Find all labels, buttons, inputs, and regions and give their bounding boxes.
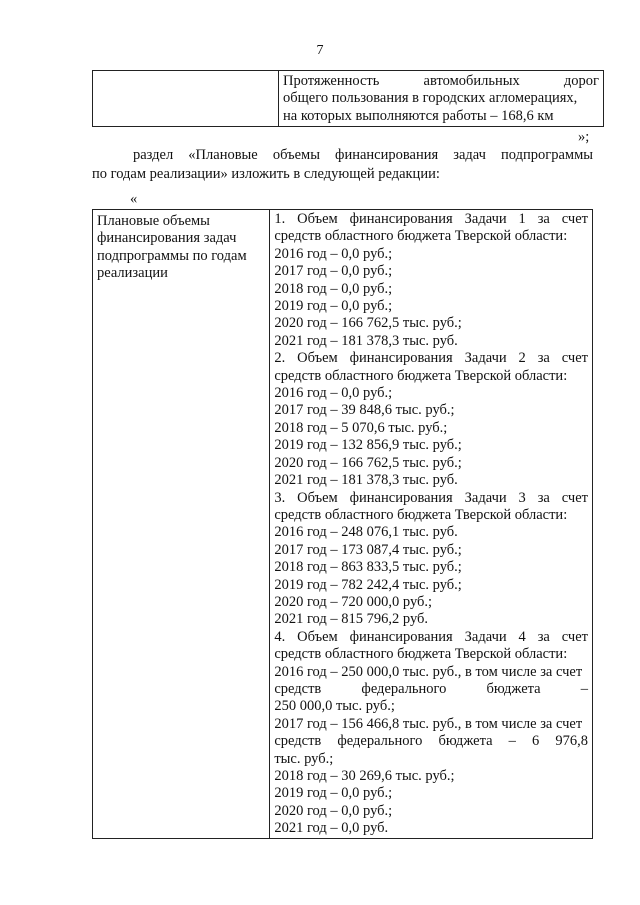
financing-line: 2019 год – 0,0 руб.;	[274, 298, 393, 315]
financing-line: средств федерального бюджета –	[274, 680, 588, 697]
amendment-paragraph	[92, 146, 593, 184]
financing-line: 2017 год – 173 087,4 тыс. руб.;	[274, 541, 462, 558]
label-line: финансирования задач	[97, 230, 237, 247]
financing-line: тыс. руб.;	[274, 750, 334, 767]
financing-line: 2021 год – 0,0 руб.	[274, 820, 389, 837]
financing-line: средств областного бюджета Тверской области:	[274, 367, 568, 384]
financing-line: 4. Объем финансирования Задачи 4 за счет	[274, 628, 588, 645]
financing-details-cell	[270, 210, 593, 839]
financing-line: 2016 год – 248 076,1 тыс. руб.	[274, 524, 458, 541]
financing-line: 2017 год – 156 466,8 тыс. руб., в том числе за счет	[274, 715, 583, 732]
financing-line: 2017 год – 0,0 руб.;	[274, 263, 393, 280]
indicator-line: Протяженность автомобильных дорог	[283, 73, 599, 89]
financing-line: 2018 год – 5 070,6 тыс. руб.;	[274, 419, 448, 436]
financing-line: 2018 год – 30 269,6 тыс. руб.;	[274, 768, 455, 784]
financing-line: 2017 год – 39 848,6 тыс. руб.;	[274, 402, 455, 419]
financing-line: 2020 год – 0,0 руб.;	[274, 802, 393, 819]
financing-table	[92, 209, 593, 839]
financing-line: 2018 год – 0,0 руб.;	[274, 280, 393, 297]
opening-quote: «	[130, 191, 138, 207]
financing-line: 2020 год – 166 762,5 тыс. руб.;	[274, 315, 462, 332]
financing-line: 2021 год – 181 378,3 тыс. руб.	[274, 472, 458, 489]
table-row	[93, 210, 593, 839]
indicator-line: на которых выполняются работы – 168,6 км	[283, 107, 554, 124]
financing-line: средств областного бюджета Тверской области:	[274, 228, 568, 245]
financing-line: 2016 год – 0,0 руб.;	[274, 245, 393, 262]
financing-line: 2020 год – 720 000,0 руб.;	[274, 593, 433, 610]
financing-label-cell	[93, 210, 270, 839]
financing-line: 2018 год – 863 833,5 тыс. руб.;	[274, 559, 462, 576]
financing-line: средств федерального бюджета – 6 976,8	[274, 733, 588, 750]
indicator-table	[92, 70, 604, 127]
label-line: Плановые объемы	[97, 213, 210, 229]
financing-line: 2021 год – 815 796,2 руб.	[274, 611, 429, 628]
financing-line: 1. Объем финансирования Задачи 1 за счет	[274, 211, 588, 227]
table-row	[93, 71, 604, 127]
indicator-line: общего пользования в городских агломерациях,	[283, 90, 578, 107]
financing-line: 2021 год – 181 378,3 тыс. руб.	[274, 332, 458, 349]
financing-line: средств областного бюджета Тверской области:	[274, 646, 568, 663]
financing-line: 3. Объем финансирования Задачи 3 за счет	[274, 489, 588, 506]
financing-line: 250 000,0 тыс. руб.;	[274, 698, 395, 715]
financing-line: 2016 год – 0,0 руб.;	[274, 385, 393, 402]
paragraph-line: по годам реализации» изложить в следующей редакции:	[92, 166, 440, 182]
financing-line: 2. Объем финансирования Задачи 2 за счет	[274, 350, 588, 367]
financing-line: средств областного бюджета Тверской области:	[274, 506, 568, 523]
closing-quote: »;	[578, 129, 590, 145]
financing-line: 2019 год – 782 242,4 тыс. руб.;	[274, 576, 462, 593]
financing-line: 2019 год – 0,0 руб.;	[274, 785, 393, 802]
paragraph-line: раздел «Плановые объемы финансирования задач подпрограммы	[133, 147, 593, 163]
label-line: подпрограммы по годам	[97, 247, 247, 264]
indicator-left-cell	[93, 71, 279, 127]
label-line: реализации	[97, 265, 168, 282]
financing-line: 2020 год – 166 762,5 тыс. руб.;	[274, 454, 462, 471]
indicator-right-cell	[279, 71, 604, 127]
financing-line: 2016 год – 250 000,0 тыс. руб., в том числе за счет	[274, 663, 583, 680]
financing-line: 2019 год – 132 856,9 тыс. руб.;	[274, 437, 462, 454]
page-number: 7	[316, 43, 324, 58]
